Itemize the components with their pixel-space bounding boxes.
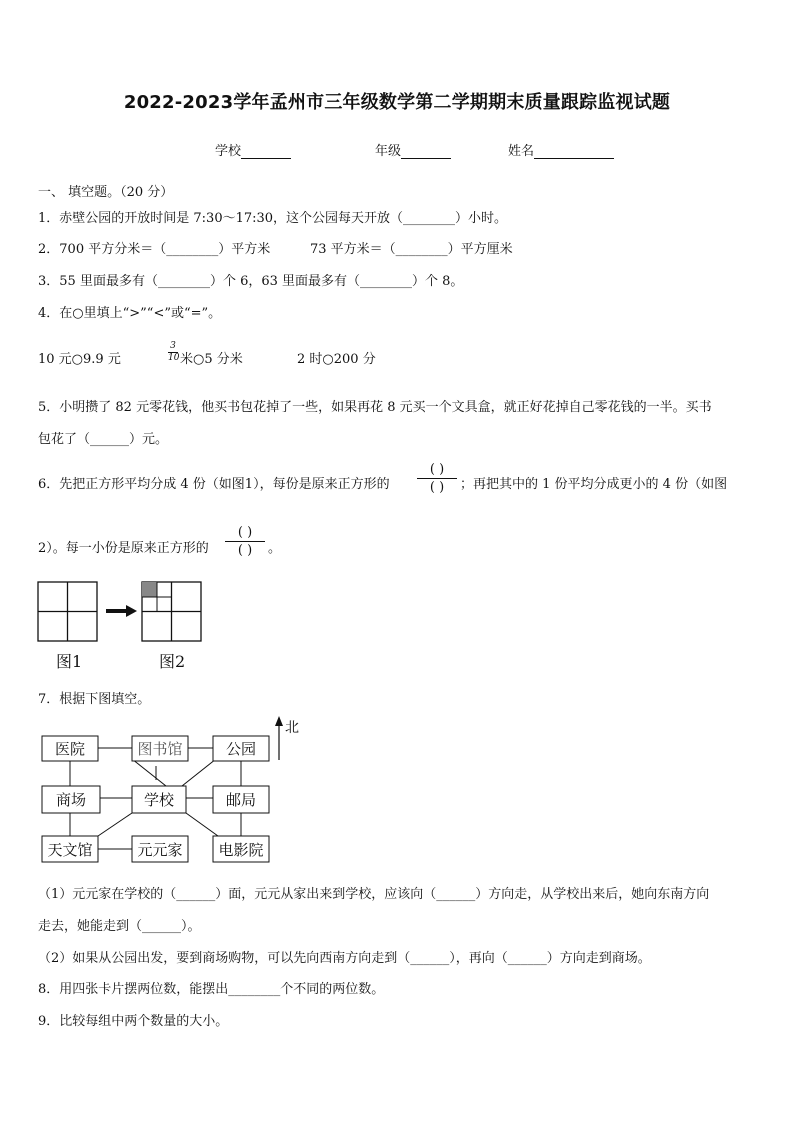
question-2b: 73 平方米＝（________）平方厘米: [310, 242, 513, 257]
question-4: 4．在○里填上“>”“<”或“=”。: [38, 306, 222, 321]
map-node-mall: 商场: [55, 791, 87, 809]
question-3: 3．55 里面最多有（________）个 6，63 里面最多有（________）个 8。: [38, 274, 464, 289]
question-1: 1．赤壁公园的开放时间是 7:30～17:30，这个公园每天开放（________）小时。: [38, 211, 508, 226]
question-6-part1: 6．先把正方形平均分成 4 份（如图1），每份是原来正方形的: [38, 477, 390, 492]
grade-label: 年级: [375, 144, 402, 159]
question-6-line2: 2）。每一小份是原来正方形的: [38, 541, 209, 556]
figure-1-square: [38, 582, 97, 641]
question-7-1-line2: 走去，她能走到（______）。: [38, 919, 201, 934]
school-field: [215, 140, 291, 159]
map-node-yuanyuan-home: 元元家: [137, 841, 183, 859]
question-5-line2: 包花了（______）元。: [38, 432, 169, 447]
page-title: 2022-2023学年孟州市三年级数学第二学期期末质量跟踪监视试题: [123, 92, 671, 113]
school-blank[interactable]: [241, 144, 291, 159]
question-8: 8．用四张卡片摆两位数，能摆出________个不同的两位数。: [38, 982, 385, 997]
question-6-part2: ；再把其中的 1 份平均分成更小的 4 份（如图: [460, 477, 728, 492]
arrow-icon: [106, 605, 137, 617]
map-diagram: [36, 714, 306, 866]
map-node-hospital: 医院: [54, 740, 86, 758]
q6-fraction-2[interactable]: [225, 525, 265, 558]
map-node-cinema: 电影院: [218, 841, 264, 859]
fraction-bar: [225, 541, 265, 542]
question-9: 9．比较每组中两个数量的大小。: [38, 1014, 229, 1029]
q4-item-c: 2 时○200 分: [297, 352, 376, 367]
name-blank[interactable]: [534, 144, 614, 159]
figure-2-square: [142, 582, 201, 641]
fraction-blank-num: ( ): [237, 525, 253, 540]
q4-fraction-num: 3: [170, 341, 176, 351]
name-field: [508, 140, 614, 159]
map-node-school: 学校: [143, 791, 175, 809]
q4-fraction: [168, 342, 178, 363]
q4-item-a: 10 元○9.9 元: [38, 352, 121, 367]
map-node-post-office: 邮局: [225, 791, 257, 809]
map-node-library: 图书馆: [137, 740, 183, 758]
fraction-blank-num: ( ): [429, 462, 445, 477]
map-node-observatory: 天文馆: [47, 841, 93, 859]
section-heading: 一、 填空题。（20 分）: [38, 185, 174, 200]
grade-blank[interactable]: [401, 144, 451, 159]
fraction-blank-den: ( ): [429, 480, 445, 495]
school-label: 学校: [215, 144, 242, 159]
north-label: 北: [285, 720, 299, 736]
square-figures: [36, 580, 206, 644]
q4-fraction-den: 10: [168, 353, 180, 363]
question-7: 7．根据下图填空。: [38, 692, 151, 707]
question-7-1-line1: （1）元元家在学校的（______）面，元元从家出来到学校，应该向（______）方向走，从学校出来后，她向东南方向: [38, 887, 710, 902]
north-arrow-icon: [275, 716, 283, 760]
question-2a: 2．700 平方分米＝（________）平方米: [38, 242, 271, 257]
fraction-blank-den: ( ): [237, 543, 253, 558]
question-6-line2-end: 。: [268, 541, 282, 556]
map-node-park: 公园: [225, 740, 257, 758]
q6-fraction-1[interactable]: [417, 462, 457, 495]
q4-item-b: 米○5 分米: [180, 352, 243, 367]
fraction-bar: [417, 478, 457, 479]
question-5-line1: 5．小明攒了 82 元零花钱，他买书包花掉了一些，如果再花 8 元买一个文具盒，就正好花掉自己零花钱的一半。买书: [38, 400, 712, 415]
name-label: 姓名: [508, 144, 535, 159]
figure-2-caption: 图2: [159, 652, 186, 671]
grade-field: [375, 140, 451, 159]
question-7-2: （2）如果从公园出发，要到商场购物，可以先向西南方向走到（______），再向（______）方向走到商场。: [38, 951, 651, 966]
figure-1-caption: 图1: [56, 652, 83, 671]
